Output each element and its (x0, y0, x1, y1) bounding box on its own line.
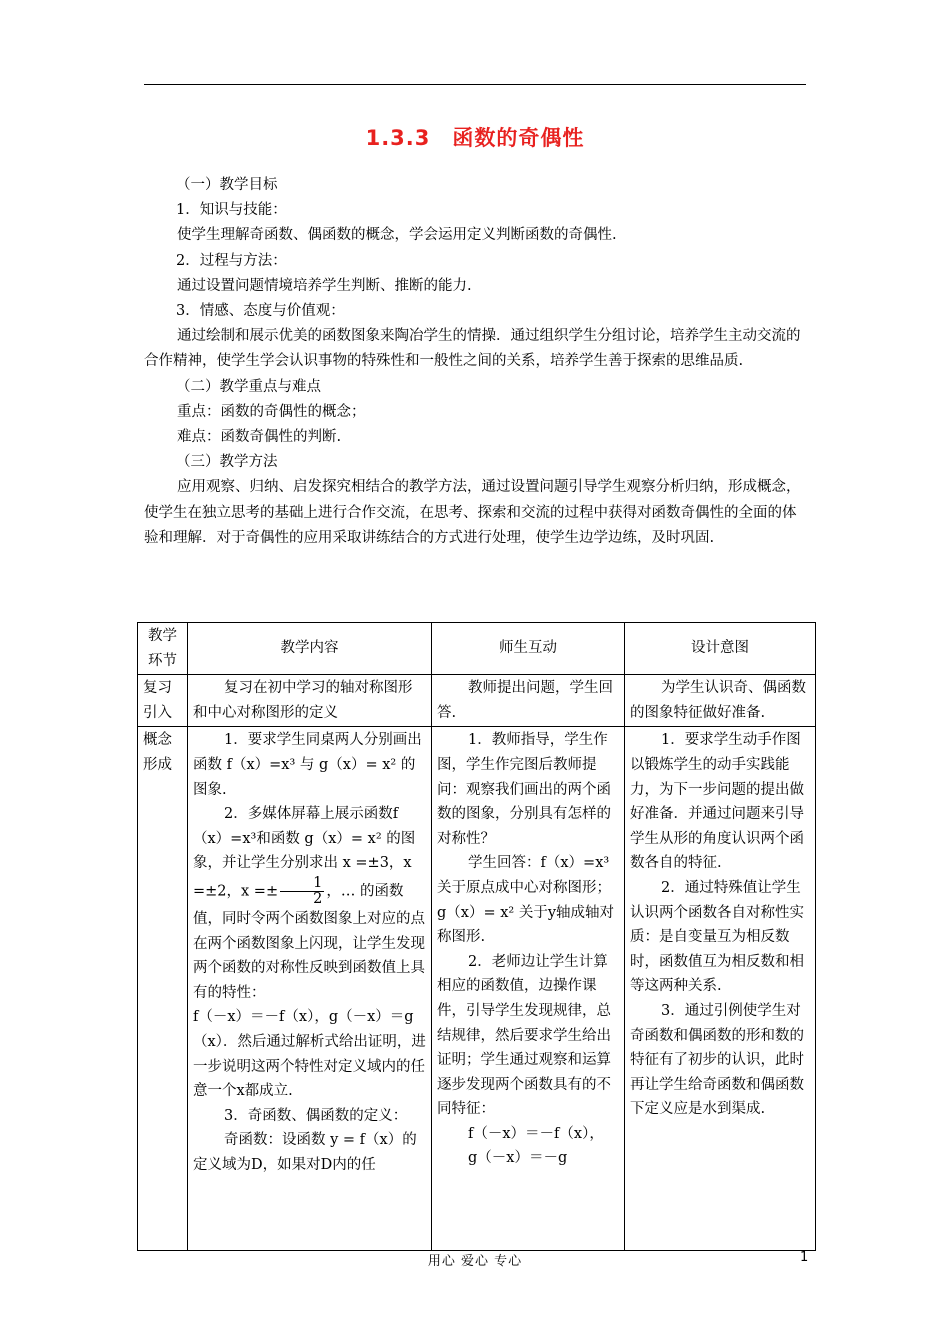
content-odd-definition: 奇函数：设函数 y = f（x）的定义域为D，如果对D内的任 (193, 1132, 417, 1173)
intent-3: 3．通过引例使学生对奇函数和偶函数的形和数的特征有了初步的认识，此时再让学生给奇函数和偶函数下定义应是水到渠成. (630, 1002, 804, 1118)
concept-interaction (432, 727, 625, 1251)
concept-intent (625, 727, 816, 1251)
one-half-fraction: $\frac{1}{2}$ (280, 876, 324, 907)
process-text: 通过设置问题情境培养学生判断、推断的能力. (177, 277, 472, 294)
emotion-heading: 3．情感、态度与价值观： (176, 303, 345, 320)
concept-content (188, 727, 432, 1251)
process-heading: 2．过程与方法： (176, 252, 287, 269)
difficulty-text: 难点：函数奇偶性的判断. (177, 429, 342, 446)
header-content: 教学内容 (188, 623, 432, 675)
section-number: 1.3.3 (365, 126, 431, 150)
page-number: 1 (800, 1250, 809, 1265)
footer-motto: 用心 爱心 专心 (427, 1254, 523, 1269)
table-header-row (138, 623, 816, 675)
table-row (138, 727, 816, 1251)
stage-concept: 概念形成 (138, 727, 188, 1251)
review-intent: 为学生认识奇、偶函数的图象特征做好准备. (625, 675, 816, 727)
review-content: 复习在初中学习的轴对称图形和中心对称图形的定义 (188, 675, 432, 727)
interaction-answer: 学生回答：f（x）=x³ 关于原点成中心对称图形；g（x）= x² 关于y轴成轴对称图形. (437, 855, 615, 946)
page-title (0, 122, 950, 152)
table-row (138, 675, 816, 727)
stage-review: 复习引入 (138, 675, 188, 727)
focus-text: 重点：函数的奇偶性的概念； (177, 403, 366, 420)
keypoints-heading: （二）教学重点与难点 (176, 378, 321, 395)
method-text: 应用观察、归纳、启发探究相结合的教学方法，通过设置问题引导学生观察分析归纳，形成概念，使学生在独立思考的基础上进行合作交流，在思考、探索和交流的过程中获得对函数奇偶性的全面的体验和理解．对于奇偶性的应用采取讲练结合的方式进行处理，使学生边学边练，及时巩固. (144, 479, 801, 546)
section-title: 函数的奇偶性 (452, 126, 585, 150)
intent-1: 1．要求学生动手作图以锻炼学生的动手实践能力，为下一步问题的提出做好准备．并通过问题来引导学生从形的角度认识两个函数各自的特征. (630, 732, 804, 872)
intent-2: 2．通过特殊值让学生认识两个函数各自对称性实质：是自变量互为相反数时，函数值互为相反数和相等这两种关系. (630, 879, 804, 995)
interaction-formula-g: g（－x）＝－g (468, 1150, 568, 1167)
content-step-3: 3．奇函数、偶函数的定义： (224, 1107, 408, 1124)
header-stage: 教学环节 (138, 623, 188, 675)
content-step-1: 1．要求学生同桌两人分别画出函数 f（x）=x³ 与 g（x）= x² 的图象. (193, 732, 422, 798)
header-intent: 设计意图 (625, 623, 816, 675)
document-body (144, 173, 806, 551)
objectives-heading: （一）教学目标 (176, 177, 278, 193)
interaction-step-1: 1．教师指导，学生作图，学生作完图后教师提问：观察我们画出的两个函数的图象，分别具有怎样的对称性？ (437, 732, 611, 847)
review-interaction: 教师提出问题，学生回答. (432, 675, 625, 727)
method-heading: （三）教学方法 (176, 454, 278, 471)
header-rule (144, 84, 806, 85)
content-step-2: 2．多媒体屏幕上展示函数f（x）=x³和函数 g（x）= x² 的图象，并让学生分别求出 x =±3，x =±2，x =± $\frac{1}{2}$ ，… 的函数值，同时令两个函数图象上对应的点在两个函数图象上闪现，让学生发现两个函数的对称性反映到函数值上具有的特性： (193, 806, 425, 1001)
header-interaction: 师生互动 (432, 623, 625, 675)
lesson-plan-table (137, 622, 816, 1251)
interaction-formula-f: f（－x）＝－f（x）， (468, 1125, 604, 1142)
interaction-step-2: 2．老师边让学生计算相应的函数值，边操作课件，引导学生发现规律，总结规律，然后要求学生给出证明；学生通过观察和运算逐步发现两个函数具有的不同特征： (437, 953, 611, 1118)
knowledge-heading: 1．知识与技能： (176, 202, 287, 219)
emotion-text: 通过绘制和展示优美的函数图象来陶冶学生的情操．通过组织学生分组讨论，培养学生主动交流的合作精神，使学生学会认识事物的特殊性和一般性之间的关系，培养学生善于探索的思维品质. (144, 328, 801, 370)
knowledge-text: 使学生理解奇函数、偶函数的概念，学会运用定义判断函数的奇偶性. (177, 227, 617, 244)
content-step-2-formula: f（－x）＝－f（x），g（－x）＝g（x）．然后通过解析式给出证明，进一步说明这两个特性对定义域内的任意一个x都成立. (193, 1009, 426, 1100)
